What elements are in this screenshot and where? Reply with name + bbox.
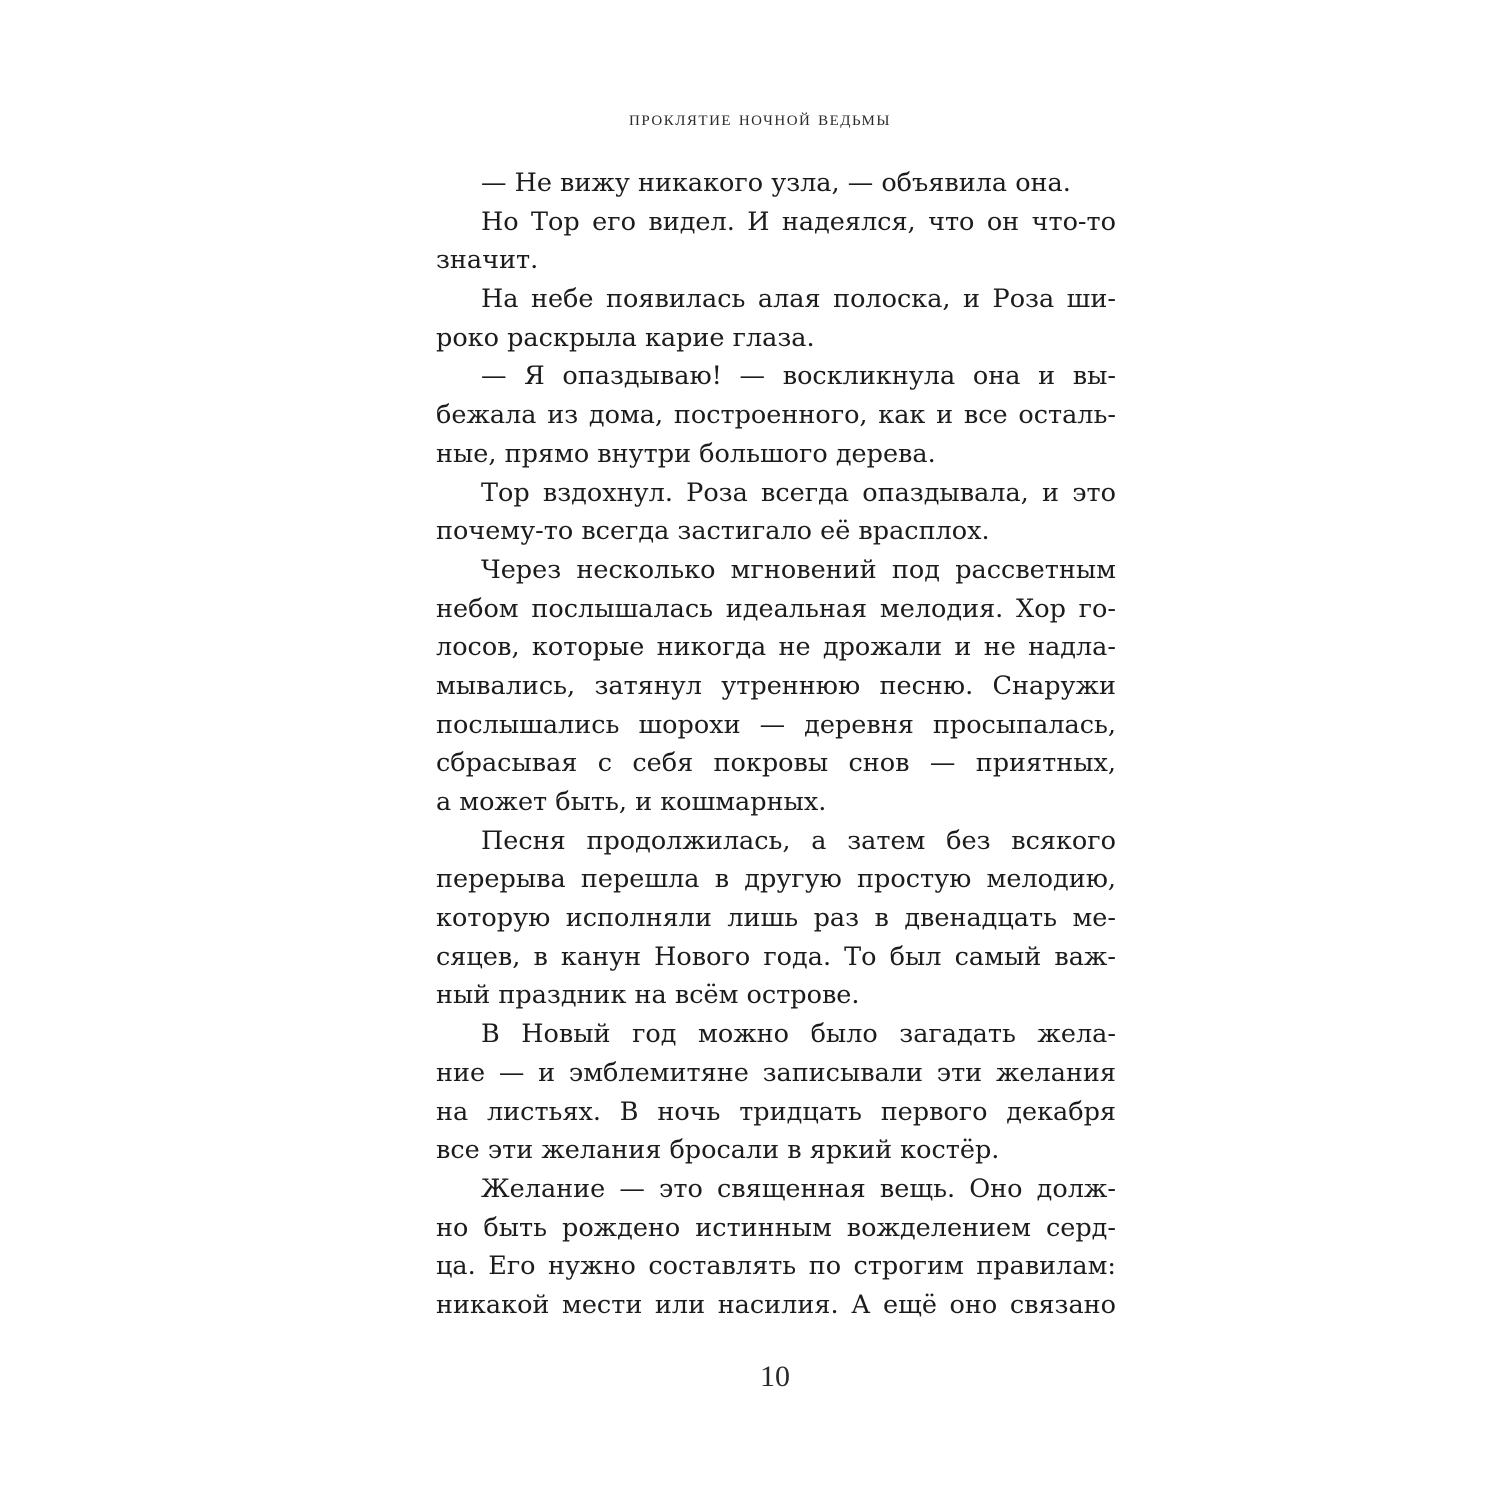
paragraph [436,280,1116,357]
text-line: значит. [436,245,539,276]
text-line: Но Тор его видел. И надеялся, что он что-то [481,206,1116,237]
text-line: Желание — это священная вещь. Оно долж- [481,1173,1116,1204]
text-line: роко раскрыла карие глаза. [436,322,815,353]
page-number: 10 [760,1360,790,1393]
text-line: небом послышалась идеальная мелодия. Хор го- [436,593,1116,624]
text-line: лосов, которые никогда не дрожали и не надла- [436,632,1116,663]
text-line: а может быть, и кошмарных. [436,787,827,817]
text-line: ные, прямо внутри большого дерева. [436,438,936,469]
text-line: ца. Его нужно составлять по строгим правилам: [436,1251,1116,1282]
text-line: мывались, затянул утреннюю песню. Снаружи [436,670,1116,701]
text-line: Песня продолжилась, а затем без всякого [481,825,1116,856]
body-text [436,164,1116,1325]
paragraph [436,164,1116,203]
text-line: никакой мести или насилия. А ещё оно связано [436,1289,1116,1320]
text-line: — Не вижу никакого узла, — объявила она. [481,168,1071,198]
text-line: сяцев, в канун Нового года. То был самый важ- [436,941,1116,972]
running-head: проклятие ночной ведьмы [629,106,891,130]
text-line: Тор вздохнул. Роза всегда опаздывала, и это [481,477,1116,508]
text-line: В Новый год можно было загадать жела- [481,1019,1116,1050]
paragraph [436,1170,1116,1325]
text-line: Через несколько мгновений под рассветным [481,554,1116,585]
text-line: которую исполняли лишь раз в двенадцать ме- [436,903,1116,934]
text-line: На небе появилась алая полоска, и Роза ши- [481,284,1116,315]
text-line: ный праздник на всём острове. [436,980,860,1011]
text-line: все эти желания бросали в яркий костёр. [436,1135,1000,1166]
text-line: послышались шорохи — деревня просыпалась, [436,709,1116,740]
text-line: — Я опаздываю! — воскликнула она и вы- [481,361,1116,392]
text-line: но быть рождено истинным вожделением серд- [436,1212,1116,1243]
text-line: на листьях. В ночь тридцать первого декабря [436,1096,1116,1127]
text-line: бежала из дома, построенного, как и все осталь- [436,400,1116,431]
text-line: перерыва перешла в другую простую мелодию, [436,864,1116,895]
text-line: сбрасывая с себя покровы снов — приятных, [436,748,1116,779]
paragraph [436,822,1116,1015]
text-line: почему-то всегда застигало её врасплох. [436,516,990,547]
paragraph [436,357,1116,473]
paragraph [436,1015,1116,1170]
paragraph [436,474,1116,551]
paragraph [436,551,1116,822]
text-line: ние — и эмблемитяне записывали эти желания [436,1057,1116,1088]
paragraph [436,203,1116,280]
